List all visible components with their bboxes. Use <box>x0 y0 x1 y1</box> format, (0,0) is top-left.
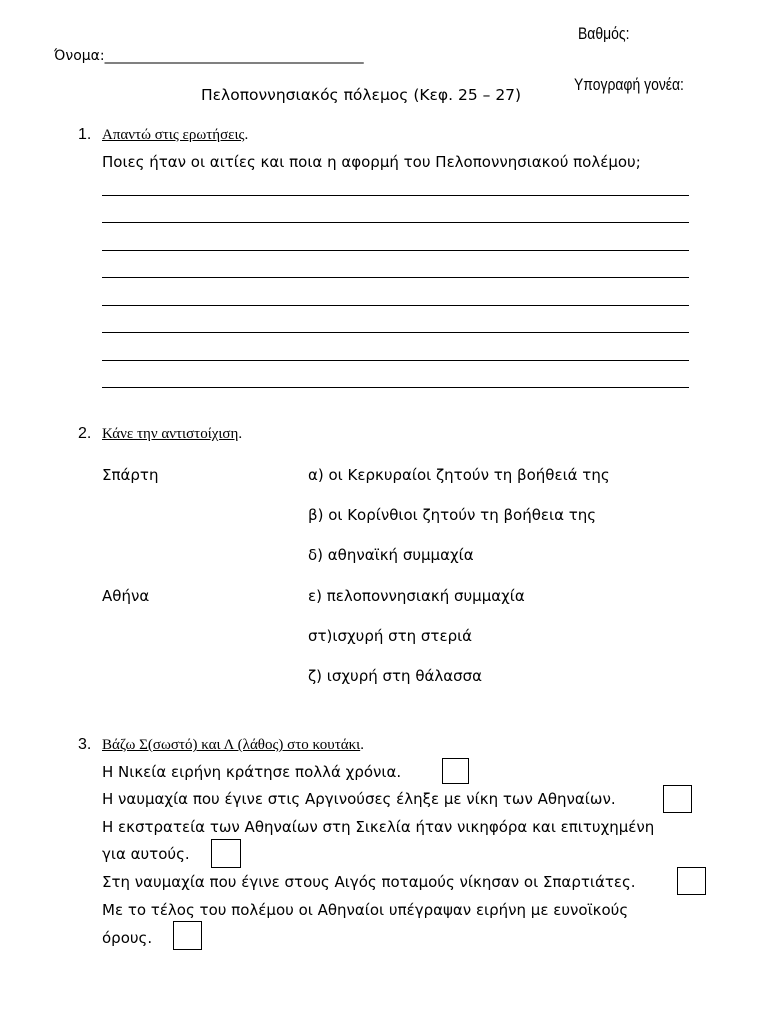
q1-instruction-text: Απαντώ στις ερωτήσεις <box>102 127 245 143</box>
name-blank[interactable]: _____________________________________ <box>104 48 364 64</box>
answer-line[interactable] <box>102 387 689 388</box>
answer-checkbox[interactable] <box>442 758 469 784</box>
match-right-item: ε) πελοποννησιακή συμμαχία <box>308 587 525 605</box>
statement-line: Στη ναυμαχία που έγινε στους Αιγός ποταμούς νίκησαν οι Σπαρτιάτες. <box>102 873 636 891</box>
q2-instruction: Κάνε την αντιστοίχιση. <box>102 426 243 442</box>
match-left-item: Σπάρτη <box>102 466 159 484</box>
name-label-text: Όνομα: <box>54 48 105 64</box>
parent-signature-label: Υπογραφή γονέα: <box>574 75 684 94</box>
answer-line[interactable] <box>102 277 689 278</box>
page-title <box>201 86 521 104</box>
q1-instruction: Απαντώ στις ερωτήσεις. <box>102 127 249 143</box>
statement-line: Η ναυμαχία που έγινε στις Αργινούσες έληξε με νίκη των Αθηναίων. <box>102 790 616 808</box>
answer-checkbox[interactable] <box>677 867 706 895</box>
answer-checkbox[interactable] <box>663 785 692 813</box>
q3-instruction-text: Βάζω Σ(σωστό) και Λ (λάθος) στο κουτάκι <box>102 737 361 753</box>
q3-number: 3. <box>78 736 92 753</box>
statement-line: Με το τέλος του πολέμου οι Αθηναίοι υπέγραψαν ειρήνη με ευνοϊκούς <box>102 901 629 919</box>
answer-line[interactable] <box>102 360 689 361</box>
grade-label: Βαθμός: <box>578 24 630 43</box>
page-title-ref: (Κεφ. 25 – 27) <box>413 86 522 104</box>
page-title-text: Πελοποννησιακός πόλεμος <box>201 86 409 104</box>
answer-checkbox[interactable] <box>211 839 241 868</box>
match-right-item: α) οι Κερκυραίοι ζητούν τη βοήθειά της <box>308 466 610 484</box>
match-right-item: δ) αθηναϊκή συμμαχία <box>308 546 474 564</box>
name-label <box>54 48 364 64</box>
statement-line: όρους. <box>102 929 153 947</box>
statement-line: για αυτούς. <box>102 845 190 863</box>
match-right-item: ζ) ισχυρή στη θάλασσα <box>308 667 483 685</box>
answer-line[interactable] <box>102 305 689 306</box>
statement-line: Η εκστρατεία των Αθηναίων στη Σικελία ήταν νικηφόρα και επιτυχημένη <box>102 818 655 836</box>
answer-line[interactable] <box>102 222 689 223</box>
q1-question: Ποιες ήταν οι αιτίες και ποια η αφορμή του Πελοποννησιακού πολέμου; <box>102 153 641 171</box>
q2-instruction-text: Κάνε την αντιστοίχιση <box>102 426 239 442</box>
q1-number: 1. <box>78 126 92 143</box>
answer-line[interactable] <box>102 195 689 196</box>
match-right-item: στ)ισχυρή στη στεριά <box>308 627 473 645</box>
match-left-item: Αθήνα <box>102 587 150 605</box>
answer-line[interactable] <box>102 250 689 251</box>
statement-line: Η Νικεία ειρήνη κράτησε πολλά χρόνια. <box>102 763 402 781</box>
q3-instruction: Βάζω Σ(σωστό) και Λ (λάθος) στο κουτάκι. <box>102 737 364 753</box>
match-right-item: β) οι Κορίνθιοι ζητούν τη βοήθεια της <box>308 506 597 524</box>
answer-line[interactable] <box>102 332 689 333</box>
answer-checkbox[interactable] <box>173 921 202 950</box>
q2-number: 2. <box>78 425 92 442</box>
